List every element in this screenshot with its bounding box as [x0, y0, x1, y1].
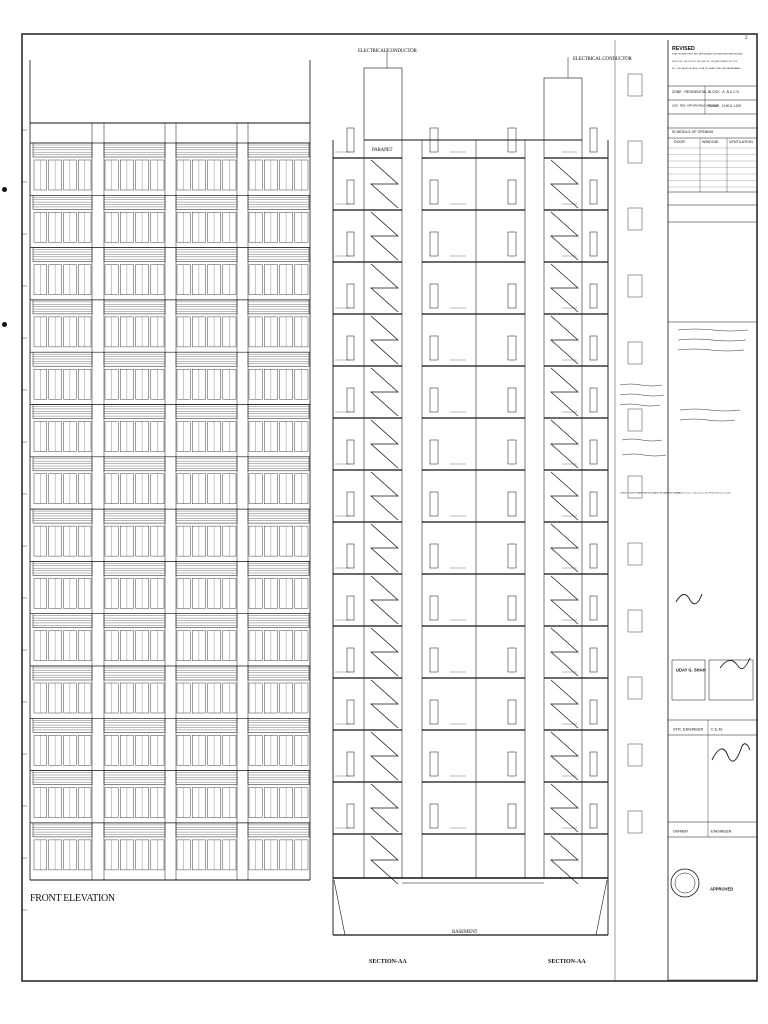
section-ramp-left [334, 880, 345, 935]
section-stair-flight-left [371, 524, 398, 572]
window-detail-sketch [628, 409, 642, 431]
section-door [590, 284, 597, 308]
section-door [430, 336, 438, 360]
section-stair-flight-right [551, 368, 578, 416]
handwritten-note-stroke [678, 329, 748, 331]
handwritten-note-stroke [678, 339, 746, 341]
section-door [347, 180, 354, 204]
section-door [508, 388, 516, 412]
section-stair-flight-right [551, 628, 578, 676]
section-aa-right-label: SECTION-AA [548, 959, 586, 965]
window-detail-sketch [628, 811, 642, 833]
section-door [508, 752, 516, 776]
section-door [347, 700, 354, 724]
section-door [347, 388, 354, 412]
punch-hole-bottom [2, 322, 7, 327]
section-stair-flight-right [551, 524, 578, 572]
electrical-conductor-right-label: ELECTRICAL CONDUCTOR [573, 57, 632, 62]
use-cell: USE : RES. AFFORDABLE HOUSING [672, 104, 720, 107]
section-door [430, 804, 438, 828]
front-elevation-label: FRONT ELEVATION [30, 893, 115, 904]
handwritten-note-stroke [620, 384, 662, 386]
section-door [508, 804, 516, 828]
approved-label: APPROVED [710, 887, 734, 892]
handwritten-note-stroke [678, 349, 744, 351]
zone-cell: ZONE : RESIDENTIAL [672, 90, 708, 94]
handwritten-note-stroke [620, 394, 664, 396]
section-door [347, 284, 354, 308]
section-door [508, 544, 516, 568]
section-door [430, 284, 438, 308]
section-stair-tower-right [544, 78, 582, 140]
section-door [590, 336, 597, 360]
section-stair-flight-left [371, 472, 398, 520]
engineer-stamp-box [709, 660, 753, 700]
section-aa-left-label: SECTION-AA [369, 959, 407, 965]
section-stair-flight-right [551, 784, 578, 832]
section-door [347, 648, 354, 672]
section-stair-flight-left [371, 836, 398, 884]
approval-seal-inner [675, 873, 695, 893]
section-door [508, 492, 516, 516]
section-door [590, 128, 597, 152]
section-aa-drawing [333, 48, 608, 935]
section-door [430, 440, 438, 464]
section-door [430, 544, 438, 568]
section-door [430, 180, 438, 204]
schedule-heading: SCHEDULE OF OPENING [672, 130, 714, 134]
signature-mark [720, 658, 750, 669]
section-door [347, 492, 354, 516]
section-stair-flight-left [371, 680, 398, 728]
handwritten-note-stroke [620, 404, 660, 406]
cem-label: C.E.M. [711, 727, 723, 732]
section-door [430, 648, 438, 672]
parapet-label: PARAPET [372, 148, 393, 153]
section-door [508, 336, 516, 360]
section-door [590, 700, 597, 724]
section-stair-flight-right [551, 836, 578, 884]
section-stair-flight-left [371, 368, 398, 416]
handwritten-note-stroke [680, 409, 740, 411]
section-door [590, 180, 597, 204]
section-door [508, 232, 516, 256]
section-stair-flight-right [551, 472, 578, 520]
section-stair-flight-left [371, 264, 398, 312]
handwritten-note-stroke [680, 419, 735, 421]
section-door [590, 492, 597, 516]
project-title-line-3: NO. 2 (GOTA) AT VILLAGE: GOTA, TA: GHATLODIA, DIST: AHMEDABAD [672, 67, 741, 70]
engineer-label: ENGINEER [711, 829, 732, 834]
section-door [590, 232, 597, 256]
section-stair-flight-left [371, 212, 398, 260]
section-door [508, 648, 516, 672]
signature-mark [712, 744, 750, 761]
section-door [347, 336, 354, 360]
section-door [347, 232, 354, 256]
window-detail-sketch [628, 275, 642, 297]
scale-cell: SCALE : 1:100 & 1:200 [708, 104, 742, 108]
section-stair-flight-right [551, 576, 578, 624]
section-stair-flight-left [371, 420, 398, 468]
section-door [508, 440, 516, 464]
window-detail-sketch [628, 610, 642, 632]
permission-valid-note: The permission is valid only to the PWD reference number [675, 492, 732, 495]
project-title-line-1: PLAN SHOWING PROP. RES. (AFFORDABLE HOUSING) HIGH RISE BUILDING [672, 53, 743, 56]
section-door [590, 388, 597, 412]
section-stair-tower-left [364, 68, 402, 140]
window-detail-sketch [628, 543, 642, 565]
section-door [347, 752, 354, 776]
project-title-line-2: ON F.P. NO. 196, S.P. NO. 196, BLK. NO. 174 (ALLOCATED) OF T.P.S. [672, 60, 738, 63]
section-door [508, 700, 516, 724]
revised-label: REVISED [672, 46, 695, 52]
section-door [430, 388, 438, 412]
section-stair-flight-right [551, 316, 578, 364]
section-door [347, 440, 354, 464]
punch-hole-top [2, 187, 7, 192]
section-door [430, 492, 438, 516]
window-detail-sketch [628, 677, 642, 699]
section-door [590, 648, 597, 672]
schedule-col-ventilation: VENTILATION [729, 140, 753, 144]
section-stair-flight-left [371, 316, 398, 364]
str-engineer-label: STR. ENGINEER [673, 727, 704, 732]
section-door [347, 544, 354, 568]
section-stair-flight-left [371, 160, 398, 208]
stamp-name: UDAY G. SHAH [676, 668, 706, 673]
section-door [590, 752, 597, 776]
section-stair-flight-right [551, 680, 578, 728]
schedule-col-door: DOOR [674, 140, 686, 144]
section-door [347, 128, 354, 152]
section-stair-flight-right [551, 420, 578, 468]
signature-mark [676, 594, 702, 604]
section-stair-flight-right [551, 732, 578, 780]
section-door [347, 596, 354, 620]
section-door [430, 596, 438, 620]
handwritten-note-stroke [622, 439, 662, 441]
schedule-col-window: WINDOW [702, 140, 719, 144]
block-cell: BLOCK : A, B & C D [708, 90, 740, 94]
section-door [430, 232, 438, 256]
window-detail-sketch [628, 141, 642, 163]
window-detail-sketch [628, 342, 642, 364]
section-door [590, 544, 597, 568]
owner-responsibility-note: Owner is fully responsible for proper arrangement at site [620, 492, 681, 495]
basement-label: BASEMENT [452, 930, 478, 935]
section-door [347, 804, 354, 828]
section-door [508, 284, 516, 308]
section-door [508, 180, 516, 204]
section-stair-flight-right [551, 212, 578, 260]
electrical-conductor-left-label: ELECTRICAL CONDUCTOR [358, 49, 417, 54]
engineer-stamp-box [672, 660, 705, 700]
owner-label: OWNER [673, 829, 688, 834]
section-door [590, 596, 597, 620]
sheet-number: 2 [745, 36, 748, 41]
section-stair-flight-left [371, 784, 398, 832]
section-stair-flight-left [371, 732, 398, 780]
section-stair-flight-left [371, 576, 398, 624]
section-stair-flight-right [551, 160, 578, 208]
title-block-frame [615, 40, 757, 981]
section-door [508, 596, 516, 620]
section-stair-flight-right [551, 264, 578, 312]
front-elevation-drawing [22, 60, 310, 910]
window-detail-sketch [628, 74, 642, 96]
window-detail-sketch [628, 744, 642, 766]
section-door [590, 804, 597, 828]
section-door [430, 752, 438, 776]
window-detail-sketch [628, 208, 642, 230]
section-door [430, 700, 438, 724]
section-stair-flight-left [371, 628, 398, 676]
handwritten-note-stroke [622, 454, 666, 456]
section-ramp-right [596, 880, 607, 935]
section-door [590, 440, 597, 464]
